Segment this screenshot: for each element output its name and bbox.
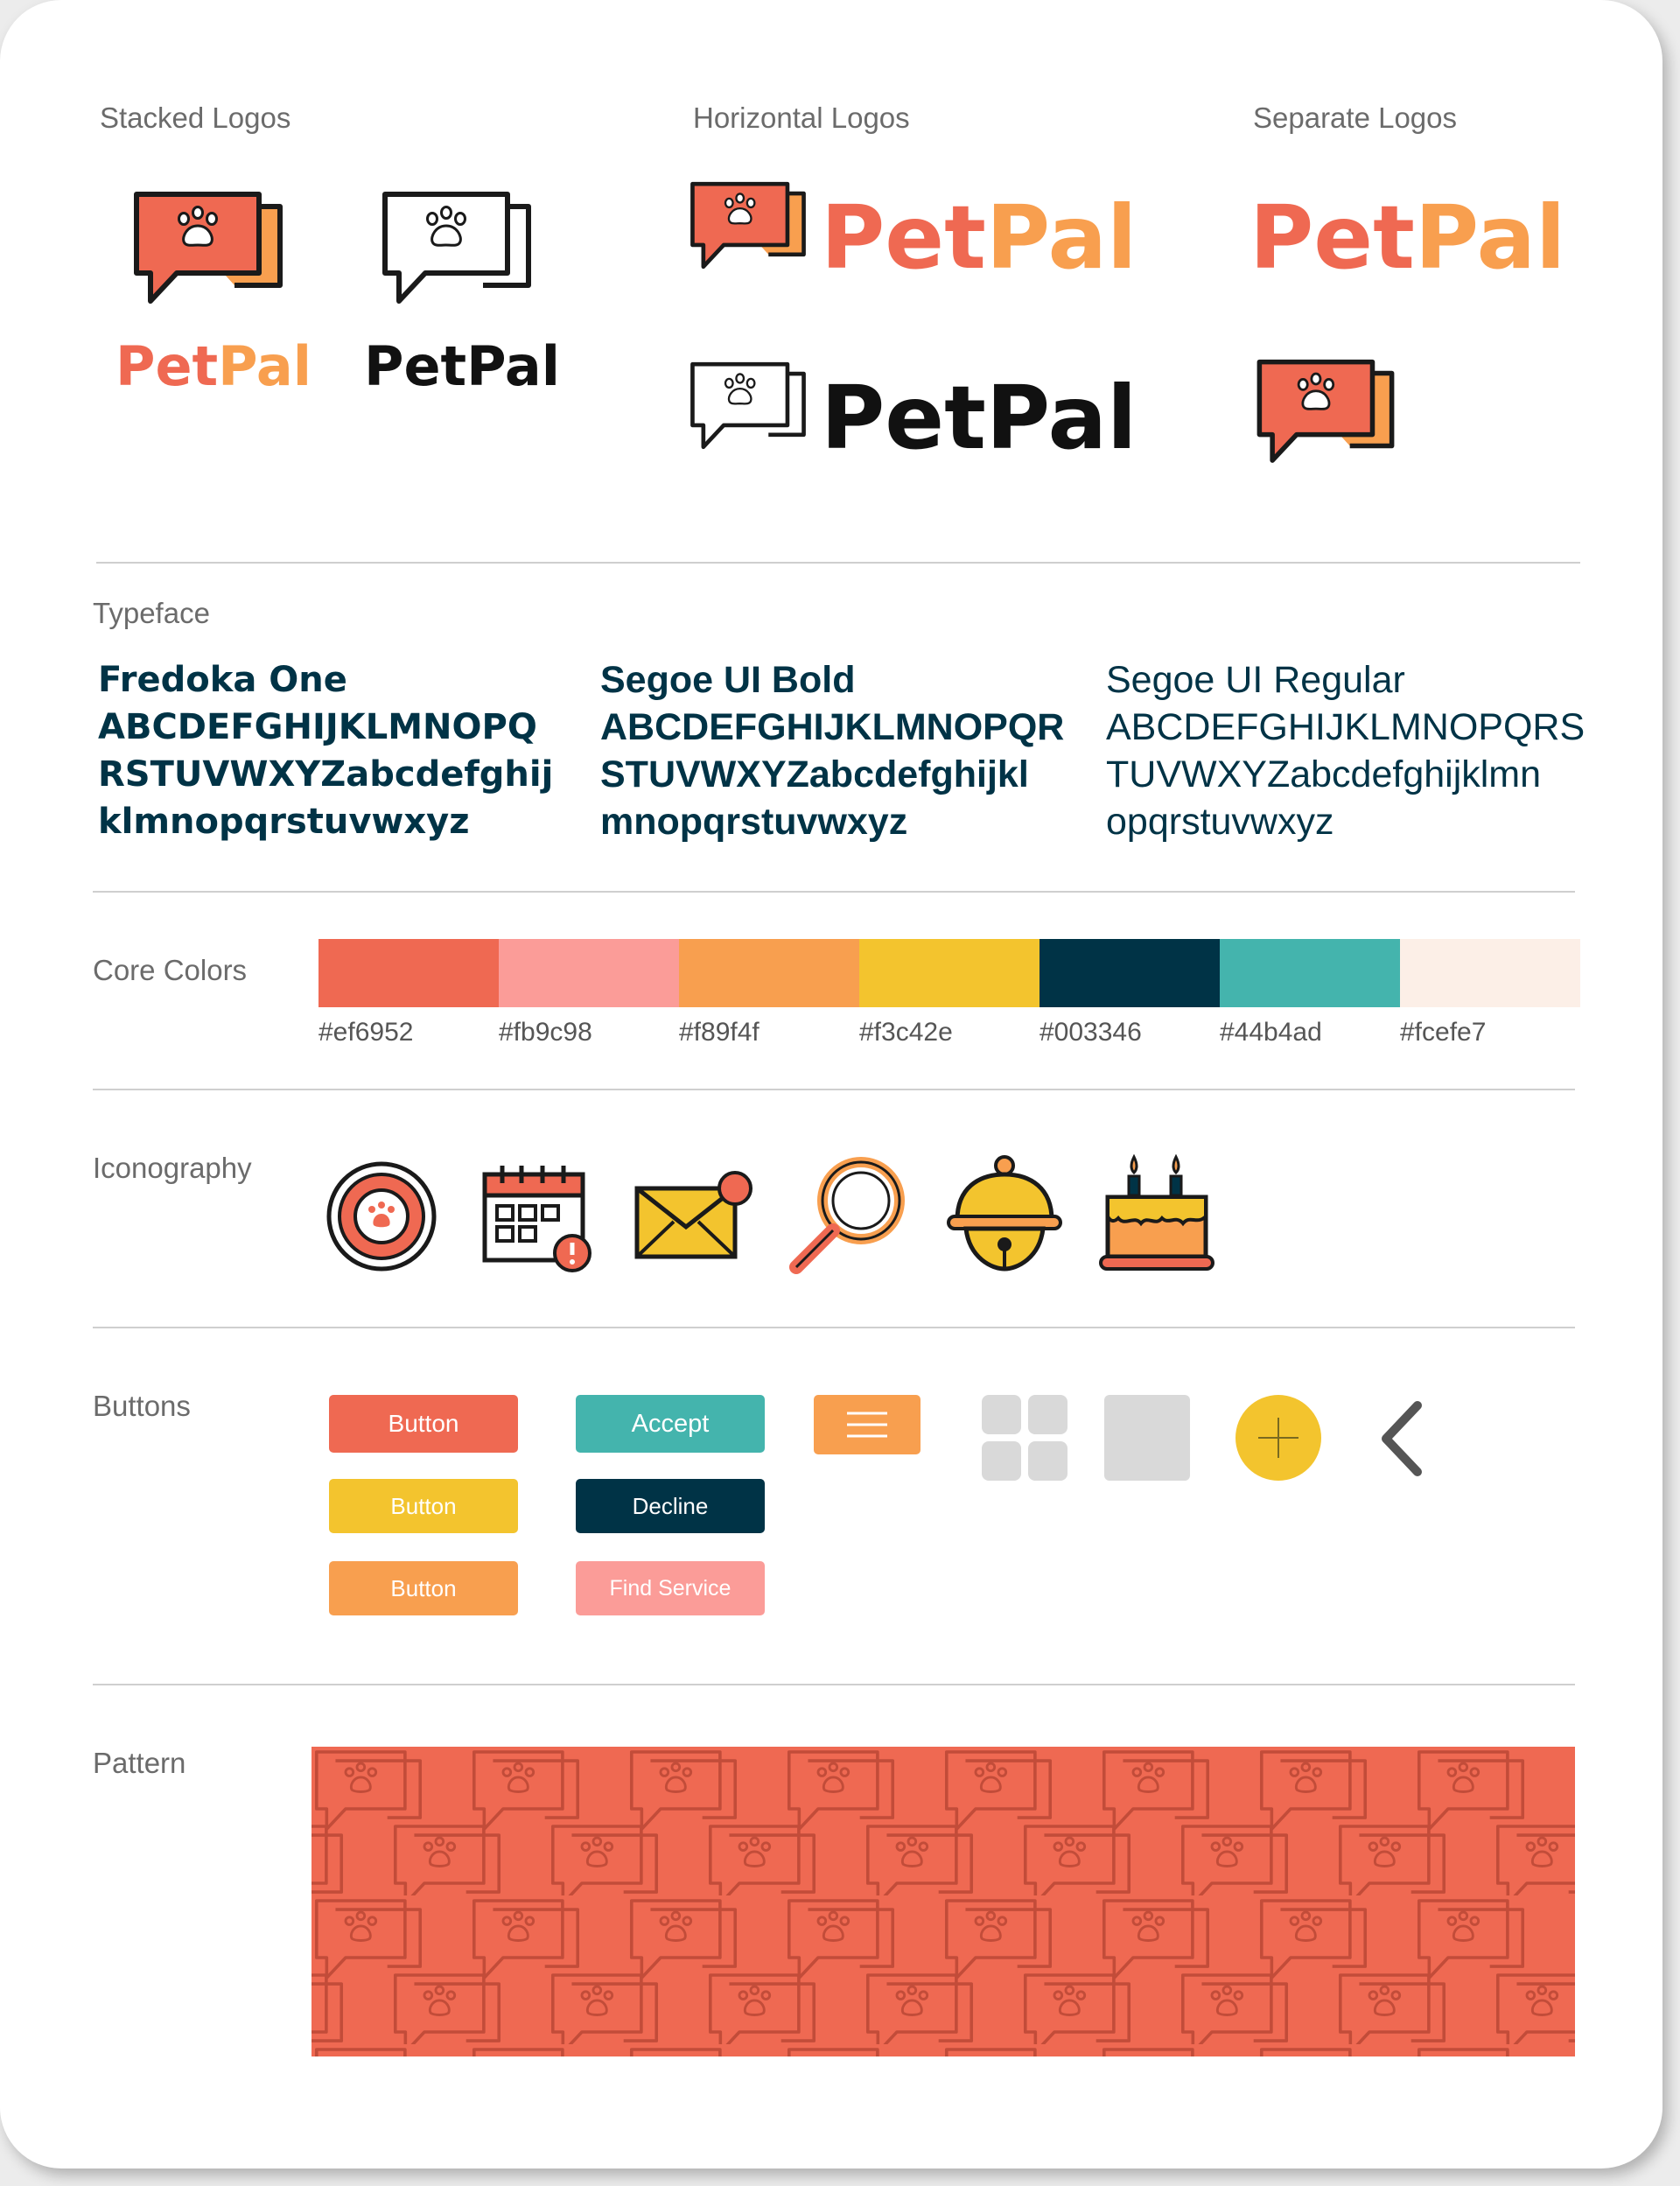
typeface-sample-line: klmnopqrstuvwxyz [98, 802, 470, 842]
wordmark-part-pet: Pet [1250, 186, 1415, 289]
chevron-left-icon [1376, 1398, 1428, 1479]
separate-logo-icon [1253, 355, 1398, 485]
mail-notification-icon [632, 1169, 754, 1271]
divider [93, 891, 1575, 893]
pet-bell-icon [943, 1153, 1066, 1276]
divider [93, 1327, 1575, 1328]
typeface-sample-line: RSTUVWXYZabcdefghij [98, 754, 554, 795]
divider [96, 562, 1580, 564]
horizontal-logo-color-icon [687, 179, 809, 287]
color-swatch-fcefe7 [1400, 939, 1580, 1007]
typeface-sample-line: ABCDEFGHIJKLMNOPQR [600, 706, 1065, 748]
calendar-alert-icon [480, 1162, 595, 1278]
stacked-logo-mono [378, 187, 536, 327]
color-hex-label: #44b4ad [1220, 1018, 1322, 1047]
horizontal-logos-heading: Horizontal Logos [693, 102, 910, 134]
chat-paw-logo-icon [687, 179, 809, 287]
brand-pattern-swatch [312, 1747, 1575, 2056]
wordmark-part-pet: Pet [821, 186, 986, 289]
tertiary-button[interactable]: Button [329, 1561, 518, 1615]
color-hex-label: #f3c42e [859, 1018, 953, 1047]
typeface-sample-line: TUVWXYZabcdefghijklmn [1106, 753, 1542, 795]
paw-badge-icon [324, 1159, 439, 1274]
buttons-heading: Buttons [93, 1390, 191, 1422]
secondary-button[interactable]: Button [329, 1479, 518, 1533]
horizontal-logo-mono-icon [687, 359, 809, 467]
color-swatch-003346 [1040, 939, 1220, 1007]
wordmark-part-pal: Pal [985, 186, 1138, 289]
typeface-name: Fredoka One [98, 660, 347, 700]
separate-logo-wordmark [1250, 186, 1566, 289]
divider [93, 1089, 1575, 1090]
stacked-logo-mono-wordmark: PetPal [364, 334, 560, 398]
color-hex-label: #fcefe7 [1400, 1018, 1487, 1047]
stacked-logo-color-wordmark [116, 334, 312, 398]
add-button[interactable] [1236, 1395, 1321, 1481]
primary-button[interactable]: Button [329, 1395, 518, 1453]
back-button[interactable] [1376, 1398, 1428, 1479]
grid-view-button[interactable] [982, 1395, 1068, 1481]
chat-paw-logo-icon [130, 187, 287, 327]
typeface-sample-line: ABCDEFGHIJKLMNOPQRS [1106, 706, 1586, 748]
color-swatch-f89f4f [679, 939, 859, 1007]
typeface-heading: Typeface [93, 597, 210, 629]
grid-icon [982, 1395, 1068, 1481]
stacked-logo-color [130, 187, 287, 327]
typeface-sample-segoe-regular [1106, 656, 1585, 845]
color-swatch-f3c42e [859, 939, 1040, 1007]
hamburger-menu-icon [845, 1410, 889, 1440]
horizontal-logo-mono-wordmark: PetPal [821, 367, 1138, 469]
wordmark-part-pal: Pal [1414, 186, 1566, 289]
color-hex-label: #ef6952 [318, 1018, 414, 1047]
chat-paw-mono-icon [687, 359, 809, 467]
chat-paw-mono-icon [378, 187, 536, 327]
decline-button[interactable]: Decline [576, 1479, 765, 1533]
placeholder-square-button[interactable] [1104, 1395, 1190, 1481]
typeface-sample-line: ABCDEFGHIJKLMNOPQ [98, 707, 537, 747]
typeface-sample-segoe-bold [600, 656, 1064, 845]
accept-button[interactable]: Accept [576, 1395, 765, 1453]
typeface-name: Segoe UI Regular [1106, 659, 1405, 701]
typeface-sample-line: opqrstuvwxyz [1106, 801, 1334, 843]
divider [93, 1684, 1575, 1685]
typeface-sample-line: mnopqrstuvwxyz [600, 801, 908, 843]
search-icon [784, 1155, 906, 1278]
typeface-name: Segoe UI Bold [600, 659, 856, 701]
color-swatch-fb9c98 [499, 939, 679, 1007]
separate-logos-heading: Separate Logos [1253, 102, 1458, 134]
wordmark-part-pal: Pal [218, 334, 312, 398]
color-hex-label: #fb9c98 [499, 1018, 592, 1047]
color-hex-label: #f89f4f [679, 1018, 760, 1047]
find-service-button[interactable]: Find Service [576, 1561, 765, 1615]
wordmark-part-pet: Pet [116, 334, 219, 398]
color-hex-label: #003346 [1040, 1018, 1142, 1047]
iconography-heading: Iconography [93, 1152, 252, 1184]
horizontal-logo-color-wordmark [821, 186, 1138, 289]
typeface-sample-fredoka [98, 656, 553, 845]
color-swatch-ef6952 [318, 939, 499, 1007]
pattern-heading: Pattern [93, 1747, 186, 1779]
chat-paw-logo-icon [1253, 355, 1398, 485]
plus-icon [1236, 1395, 1321, 1481]
typeface-sample-line: STUVWXYZabcdefghijkl [600, 753, 1029, 795]
color-swatch-44b4ad [1220, 939, 1400, 1007]
birthday-cake-icon [1099, 1153, 1214, 1276]
core-colors-heading: Core Colors [93, 954, 248, 986]
stacked-logos-heading: Stacked Logos [100, 102, 291, 134]
menu-button[interactable] [814, 1395, 920, 1454]
